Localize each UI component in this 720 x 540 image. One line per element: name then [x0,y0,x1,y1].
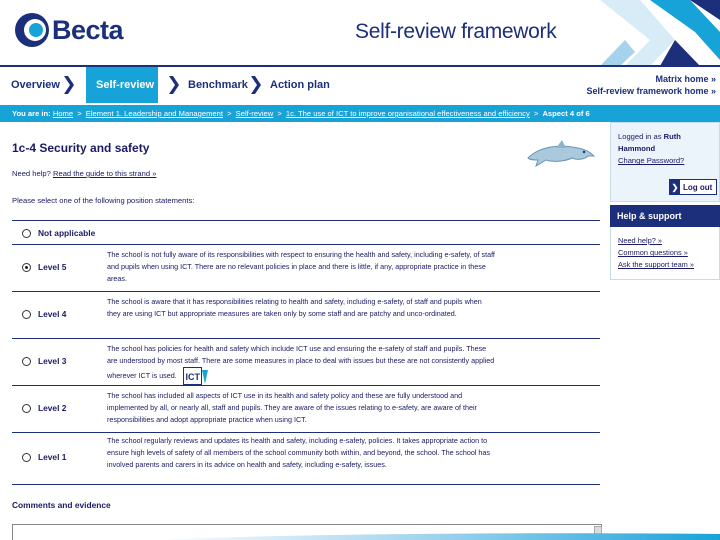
chevron-right-icon [64,76,74,94]
page-title: 1c-4 Security and safety [12,141,150,155]
arrow-right-icon: ❯ [670,180,680,194]
ask-support-team-link[interactable]: Ask the support team » [618,260,694,270]
breadcrumb-link-self-review[interactable]: Self-review [235,109,274,118]
login-info [618,131,718,168]
radio-level-4[interactable] [22,310,31,319]
logged-in-prefix: Logged in as [618,132,662,141]
tab-self-review[interactable] [86,67,158,103]
common-questions-link[interactable]: Common questions » [618,248,688,258]
ict-badge [183,367,209,385]
brand-name: Becta [52,14,124,45]
statement-text-body: The school has policies for health and safety which include ICT use and ensuring the e-safety of staff and pupils. These are understood by most staff. There are some measures in place to deal with issues but these are not consistently applied wherever ICT is used. [107,344,495,381]
tab-action-plan[interactable] [268,67,332,103]
footer-swoosh [150,532,720,540]
main-nav [0,67,720,103]
statement-text: The school regularly reviews and updates its health and safety, including e-safety, policies. It takes appropriate action to ensure high levels of safety of all members of the school community both within, and beyond, the school. The school has involved parents and carers in its advice on health and safety, including e-safety, issues. [107,436,491,470]
header-decoration [580,0,720,66]
matrix-home-link[interactable]: Matrix home » [655,74,716,84]
breadcrumb-current: Aspect 4 of 6 [542,109,590,118]
tab-overview-label: Overview [11,79,60,91]
statement-label: Not applicable [38,228,96,238]
ict-logo-icon [183,367,209,385]
statement-row-not-applicable [12,220,600,244]
breadcrumb [0,105,720,122]
statement-label: Level 2 [38,403,67,413]
statement-option-level-5[interactable] [22,262,66,272]
main-content [0,122,608,540]
radio-level-1[interactable] [22,453,31,462]
tab-benchmark[interactable] [186,67,248,103]
radio-not-applicable[interactable] [22,229,31,238]
radio-level-5[interactable] [22,263,31,272]
self-review-framework-home-link[interactable]: Self-review framework home » [586,86,716,96]
help-support-panel [610,227,720,280]
statement-option-level-3[interactable] [22,356,66,366]
statement-row-level-2 [12,385,600,432]
tab-benchmark-label: Benchmark [188,79,248,91]
becta-logo-icon [14,12,50,48]
login-panel [610,122,720,202]
statement-label: Level 4 [38,309,67,319]
statement-text: The school is aware that it has responsibilities relating to health and safety, including e-safety, of staff and pupils when they are using ICT but appropriate measures are taken only by some staff and are patchy and unco-ordinated. [107,297,482,319]
change-password-link[interactable]: Change Password? [618,156,685,166]
help-prefix: Need help? [12,169,51,178]
site-header [0,0,720,66]
dolphin-icon [526,136,596,172]
help-links [611,227,719,272]
breadcrumb-link-element[interactable]: Element 1. Leadership and Management [85,109,223,118]
statement-option-not-applicable[interactable] [22,228,95,238]
logout-button[interactable] [669,179,717,195]
statement-text: The school has included all aspects of ICT use in its health and safety policy and these are fully understood and implemented by all, or nearly all, staff and pupils. They are aware of the issues relating to e-safety, are aware of their responsibilities and adopt appropriate practice when using ICT. [107,391,477,425]
statement-label: Level 3 [38,356,67,366]
statement-option-level-1[interactable] [22,452,66,462]
chevron-right-icon [169,76,179,94]
breadcrumb-link-home[interactable]: Home [52,109,74,118]
statement-row-level-3 [12,338,600,385]
need-help-link[interactable]: Need help? » [618,236,662,245]
radio-level-2[interactable] [22,404,31,413]
breadcrumb-separator: > [533,109,539,118]
comments-label: Comments and evidence [12,500,111,510]
breadcrumb-separator: > [277,109,282,118]
chevron-right-icon [251,76,261,94]
statement-label: Level 1 [38,452,67,462]
statement-row-level-1 [12,432,600,484]
user-name: Ruth Hammond [618,132,681,154]
strand-guide-link[interactable]: Read the guide to this strand » [52,169,157,178]
statement-option-level-4[interactable] [22,309,66,319]
breadcrumb-prefix: You are in: [12,109,51,118]
statement-option-level-2[interactable] [22,403,66,413]
statement-text [107,343,497,385]
help-support-heading: Help & support [610,205,720,227]
statement-row-level-4 [12,291,600,338]
statement-label: Level 5 [38,262,67,272]
ict-badge-text: ICT [185,372,200,383]
instruction-text: Please select one of the following position statements: [12,196,195,205]
radio-level-3[interactable] [22,357,31,366]
tab-self-review-label: Self-review [96,79,155,91]
becta-logo[interactable] [14,10,123,50]
statement-text: The school is not fully aware of its responsibilities with respect to ensuring the health and safety, including e-safety, of staff and pupils when using ICT. There are no relevant policies in place and there is little, if any, appropriate practice in these areas. [107,250,495,284]
statements-divider [12,484,600,485]
breadcrumb-separator: > [77,109,82,118]
nav-right-links [586,73,716,97]
tab-action-plan-label: Action plan [270,79,330,91]
tab-overview[interactable] [0,67,60,103]
help-line [12,169,156,178]
logout-label: Log out [683,182,713,192]
breadcrumb-link-strand[interactable]: 1c. The use of ICT to improve organisational effectiveness and efficiency [285,109,530,118]
breadcrumb-separator: > [227,109,232,118]
statement-row-level-5 [12,244,600,291]
site-title: Self-review framework [355,20,557,43]
